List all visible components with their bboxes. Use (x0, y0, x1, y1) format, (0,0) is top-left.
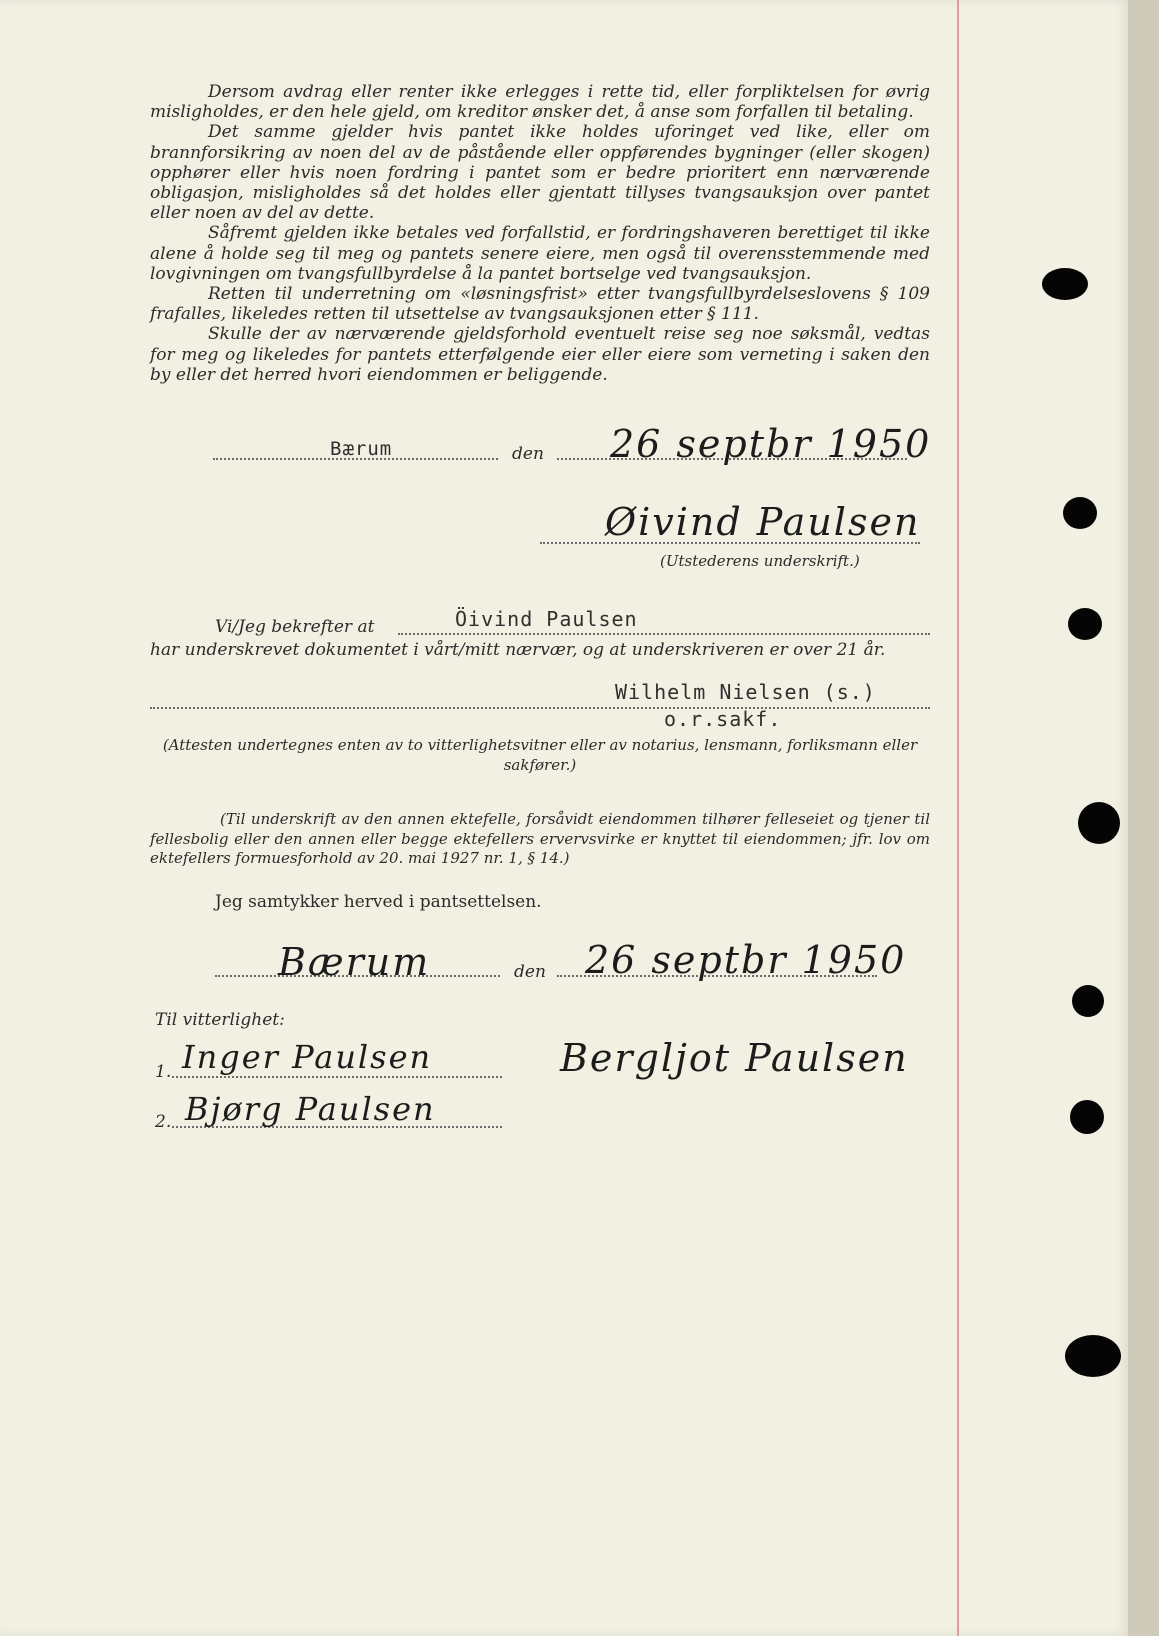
spouse-place: Bærum (278, 940, 431, 984)
consent-text: Jeg samtykker herved i pantsettelsen. (215, 892, 542, 912)
punch-hole (1063, 497, 1097, 529)
den-label: den (512, 444, 544, 464)
terms-paragraph: Dersom avdrag eller renter ikke erlegges i rette tid, eller forpliktelsen for øvrig misligholdes, er den hele gjeld, om kreditor ønsker det, å anse som forfallen til betaling. (150, 82, 930, 123)
margin-line (957, 0, 959, 1636)
witness-name: Wilhelm Nielsen (s.) (615, 680, 876, 704)
witness-signature-2: Bjørg Paulsen (185, 1090, 436, 1128)
punch-hole (1078, 802, 1120, 844)
punch-hole (1072, 985, 1104, 1017)
witness-signature-1: Inger Paulsen (182, 1038, 433, 1076)
witness-number: 2. (155, 1112, 172, 1132)
witness-line-1 (172, 1076, 502, 1078)
witness-line (150, 707, 930, 709)
issuer-date: 26 septbr 1950 (610, 422, 932, 466)
attest-name-line (398, 633, 930, 635)
terms-paragraph: Det samme gjelder hvis pantet ikke holdes uforinget ved like, eller om brannforsikring av noen del av de påstående eller oppførendes bygninger (eller skogen) opphører eller hvis noen fordring i pantet som er bedre prioritert enn nærværende obligasjon, misligholdes så det holdes eller gjentatt tillyses tvangsauksjon over pantet eller noen av del av dette. (150, 122, 930, 224)
attest-note: (Attesten undertegnes enten av to vitterlighetsvitner eller av notarius, lensmann, forliksmann eller sakfører.) (162, 736, 918, 774)
signature-caption: (Utstederens underskrift.) (660, 552, 860, 570)
attest-prefix: Vi/Jeg bekrefter at (215, 617, 375, 637)
punch-hole (1065, 1335, 1121, 1377)
terms-paragraph: Retten til underretning om «løsningsfrist» etter tvangsfullbyrdelseslovens § 109 frafalles, likeledes retten til utsettelse av tvangsauksjonen etter § 111. (150, 284, 930, 325)
punch-hole (1068, 608, 1102, 640)
spouse-date: 26 septbr 1950 (585, 938, 907, 982)
page-edge (1128, 0, 1159, 1636)
issuer-signature: Øivind Paulsen (605, 500, 921, 544)
spouse-den-label: den (514, 962, 546, 982)
witness-number: 1. (155, 1062, 172, 1082)
witness-title: o.r.sakf. (664, 707, 782, 731)
spouse-note: (Til underskrift av den annen ektefelle, forsåvidt eiendommen tilhører felleseiet og tjener til fellesbolig eller den annen eller begge ektefellers ervervsvirke er knyttet til eiendommen; jfr. lov om ektefellers formuesforhold av 20. mai 1927 nr. 1, § 14.) (150, 810, 930, 867)
punch-hole (1070, 1100, 1104, 1134)
terms-paragraph: Såfremt gjelden ikke betales ved forfallstid, er fordringshaveren berettiget til ikke alene å holde seg til meg og pantets senere eiere, men også til overensstemmende med lovgivningen om tvangsfullbyrdelse å la pantet bortselge ved tvangsauksjon. (150, 223, 930, 284)
spouse-signature: Bergljot Paulsen (560, 1036, 909, 1080)
terms-text (150, 82, 930, 385)
attest-name: Öivind Paulsen (455, 607, 638, 631)
witness-heading: Til vitterlighet: (155, 1010, 285, 1030)
terms-paragraph: Skulle der av nærværende gjeldsforhold eventuelt reise seg noe søksmål, vedtas for meg og likeledes for pantets etterfølgende eier eller eiere som verneting i saken den by eller det herred hvori eiendommen er beliggende. (150, 324, 930, 385)
attest-text: har underskrevet dokumentet i vårt/mitt nærvær, og at underskriveren er over 21 år. (150, 640, 886, 660)
issuer-place: Bærum (330, 438, 393, 460)
punch-hole (1042, 268, 1088, 300)
